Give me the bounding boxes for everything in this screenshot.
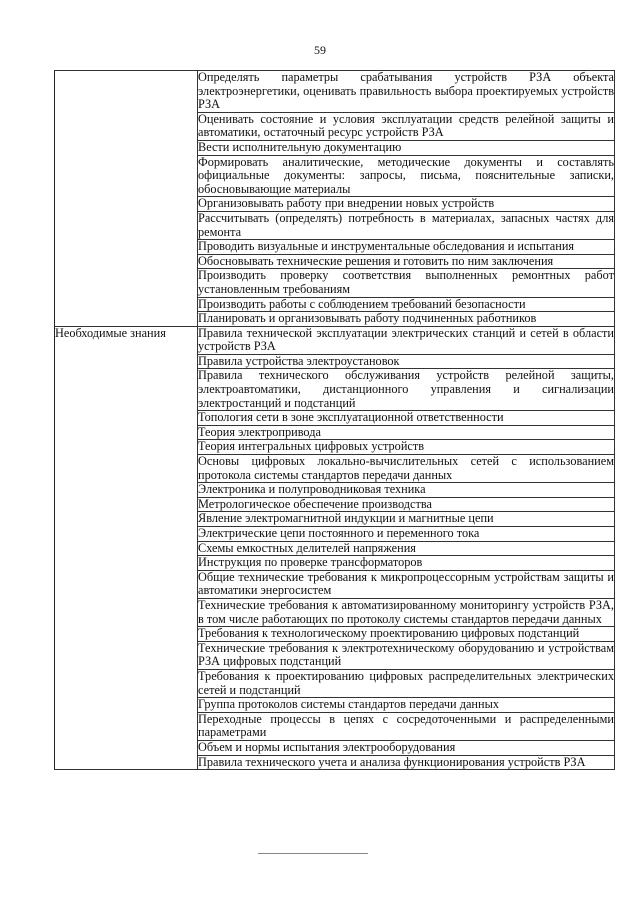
- competency-table: [54, 70, 615, 770]
- knowledge-item: Схемы емкостных делителей напряжения: [198, 541, 615, 556]
- skills-item: Рассчитывать (определять) потребность в материалах, запасных частях для ремонта: [198, 210, 614, 239]
- knowledge-item: Правила технического учета и анализа функционирования устройств РЗА: [198, 755, 615, 770]
- knowledge-row: [55, 326, 615, 354]
- knowledge-item: Теория электропривода: [198, 425, 615, 440]
- knowledge-item: Электрические цепи постоянного и переменного тока: [198, 527, 615, 542]
- scan-artifact-line: [258, 853, 368, 854]
- skills-item: Планировать и организовывать работу подчиненных работников: [198, 312, 615, 327]
- knowledge-item: Объем и нормы испытания электрооборудования: [198, 740, 615, 755]
- page-number: 59: [314, 43, 326, 57]
- knowledge-item: Теория интегральных цифровых устройств: [198, 440, 615, 455]
- knowledge-item: Переходные процессы в цепях с сосредоточенными и распределенными параметрами: [198, 711, 614, 740]
- knowledge-item: Правила технического обслуживания устройств релейной защиты, электроавтоматики, дистанционного управления и сигнализации электростанций и подстанций: [198, 368, 614, 410]
- knowledge-item: Основы цифровых локально-вычислительных сетей с использованием протокола системы стандартов передачи данных: [198, 454, 614, 482]
- skills-item: Организовывать работу при внедрении новых устройств: [198, 197, 615, 212]
- skills-item: Обосновывать технические решения и готовить по ним заключения: [198, 254, 615, 269]
- skills-row: [55, 71, 615, 113]
- skills-item: Формировать аналитические, методические документы и составлять официальные документы: запросы, письма, пояснительные записки, обосновывающие материалы: [198, 154, 614, 196]
- table-body: [55, 71, 615, 770]
- knowledge-item: Группа протоколов системы стандартов передачи данных: [198, 698, 615, 713]
- knowledge-item: Метрологическое обеспечение производства: [198, 497, 615, 512]
- skills-item: Производить работы с соблюдением требований безопасности: [198, 297, 615, 312]
- knowledge-item: Общие технические требования к микропроцессорным устройствам защиты и автоматики энергосистем: [198, 569, 614, 598]
- knowledge-item: Технические требования к автоматизированному мониторингу устройств РЗА, в том числе работающих по протоколу системы стандартов передачи данных: [198, 597, 614, 626]
- knowledge-item: Топология сети в зоне эксплуатационной ответственности: [198, 411, 615, 426]
- skills-section-label-cell: [55, 71, 198, 327]
- knowledge-item: Требования к технологическому проектированию цифровых подстанций: [198, 627, 615, 642]
- skills-item: Вести исполнительную документацию: [198, 140, 615, 155]
- knowledge-section-label: Необходимые знания: [55, 325, 166, 340]
- skills-item: Проводить визуальные и инструментальные обследования и испытания: [198, 240, 615, 255]
- knowledge-item: Правила устройства электроустановок: [198, 354, 615, 369]
- knowledge-item: Требования к проектированию цифровых распределительных электрических сетей и подстанций: [198, 668, 614, 697]
- knowledge-item: Инструкция по проверке трансформаторов: [198, 556, 615, 571]
- knowledge-item: Технические требования к электротехническому оборудованию и устройствам РЗА цифровых подстанций: [198, 640, 614, 669]
- knowledge-item: Правила технической эксплуатации электрических станций и сетей в области устройств РЗА: [198, 325, 614, 354]
- skills-item: Производить проверку соответствия выполненных ремонтных работ установленным требованиям: [198, 268, 614, 296]
- knowledge-item: Явление электромагнитной индукции и магнитные цепи: [198, 512, 615, 527]
- skills-item: Определять параметры срабатывания устройств РЗА объекта электроэнергетики, оценивать правильность выбора проектируемых устройств РЗА: [198, 70, 614, 112]
- skills-item: Оценивать состояние и условия эксплуатации средств релейной защиты и автоматики, остаточный ресурс устройств РЗА: [198, 111, 614, 140]
- knowledge-item: Электроника и полупроводниковая техника: [198, 483, 615, 498]
- knowledge-section-label-cell: [55, 326, 198, 769]
